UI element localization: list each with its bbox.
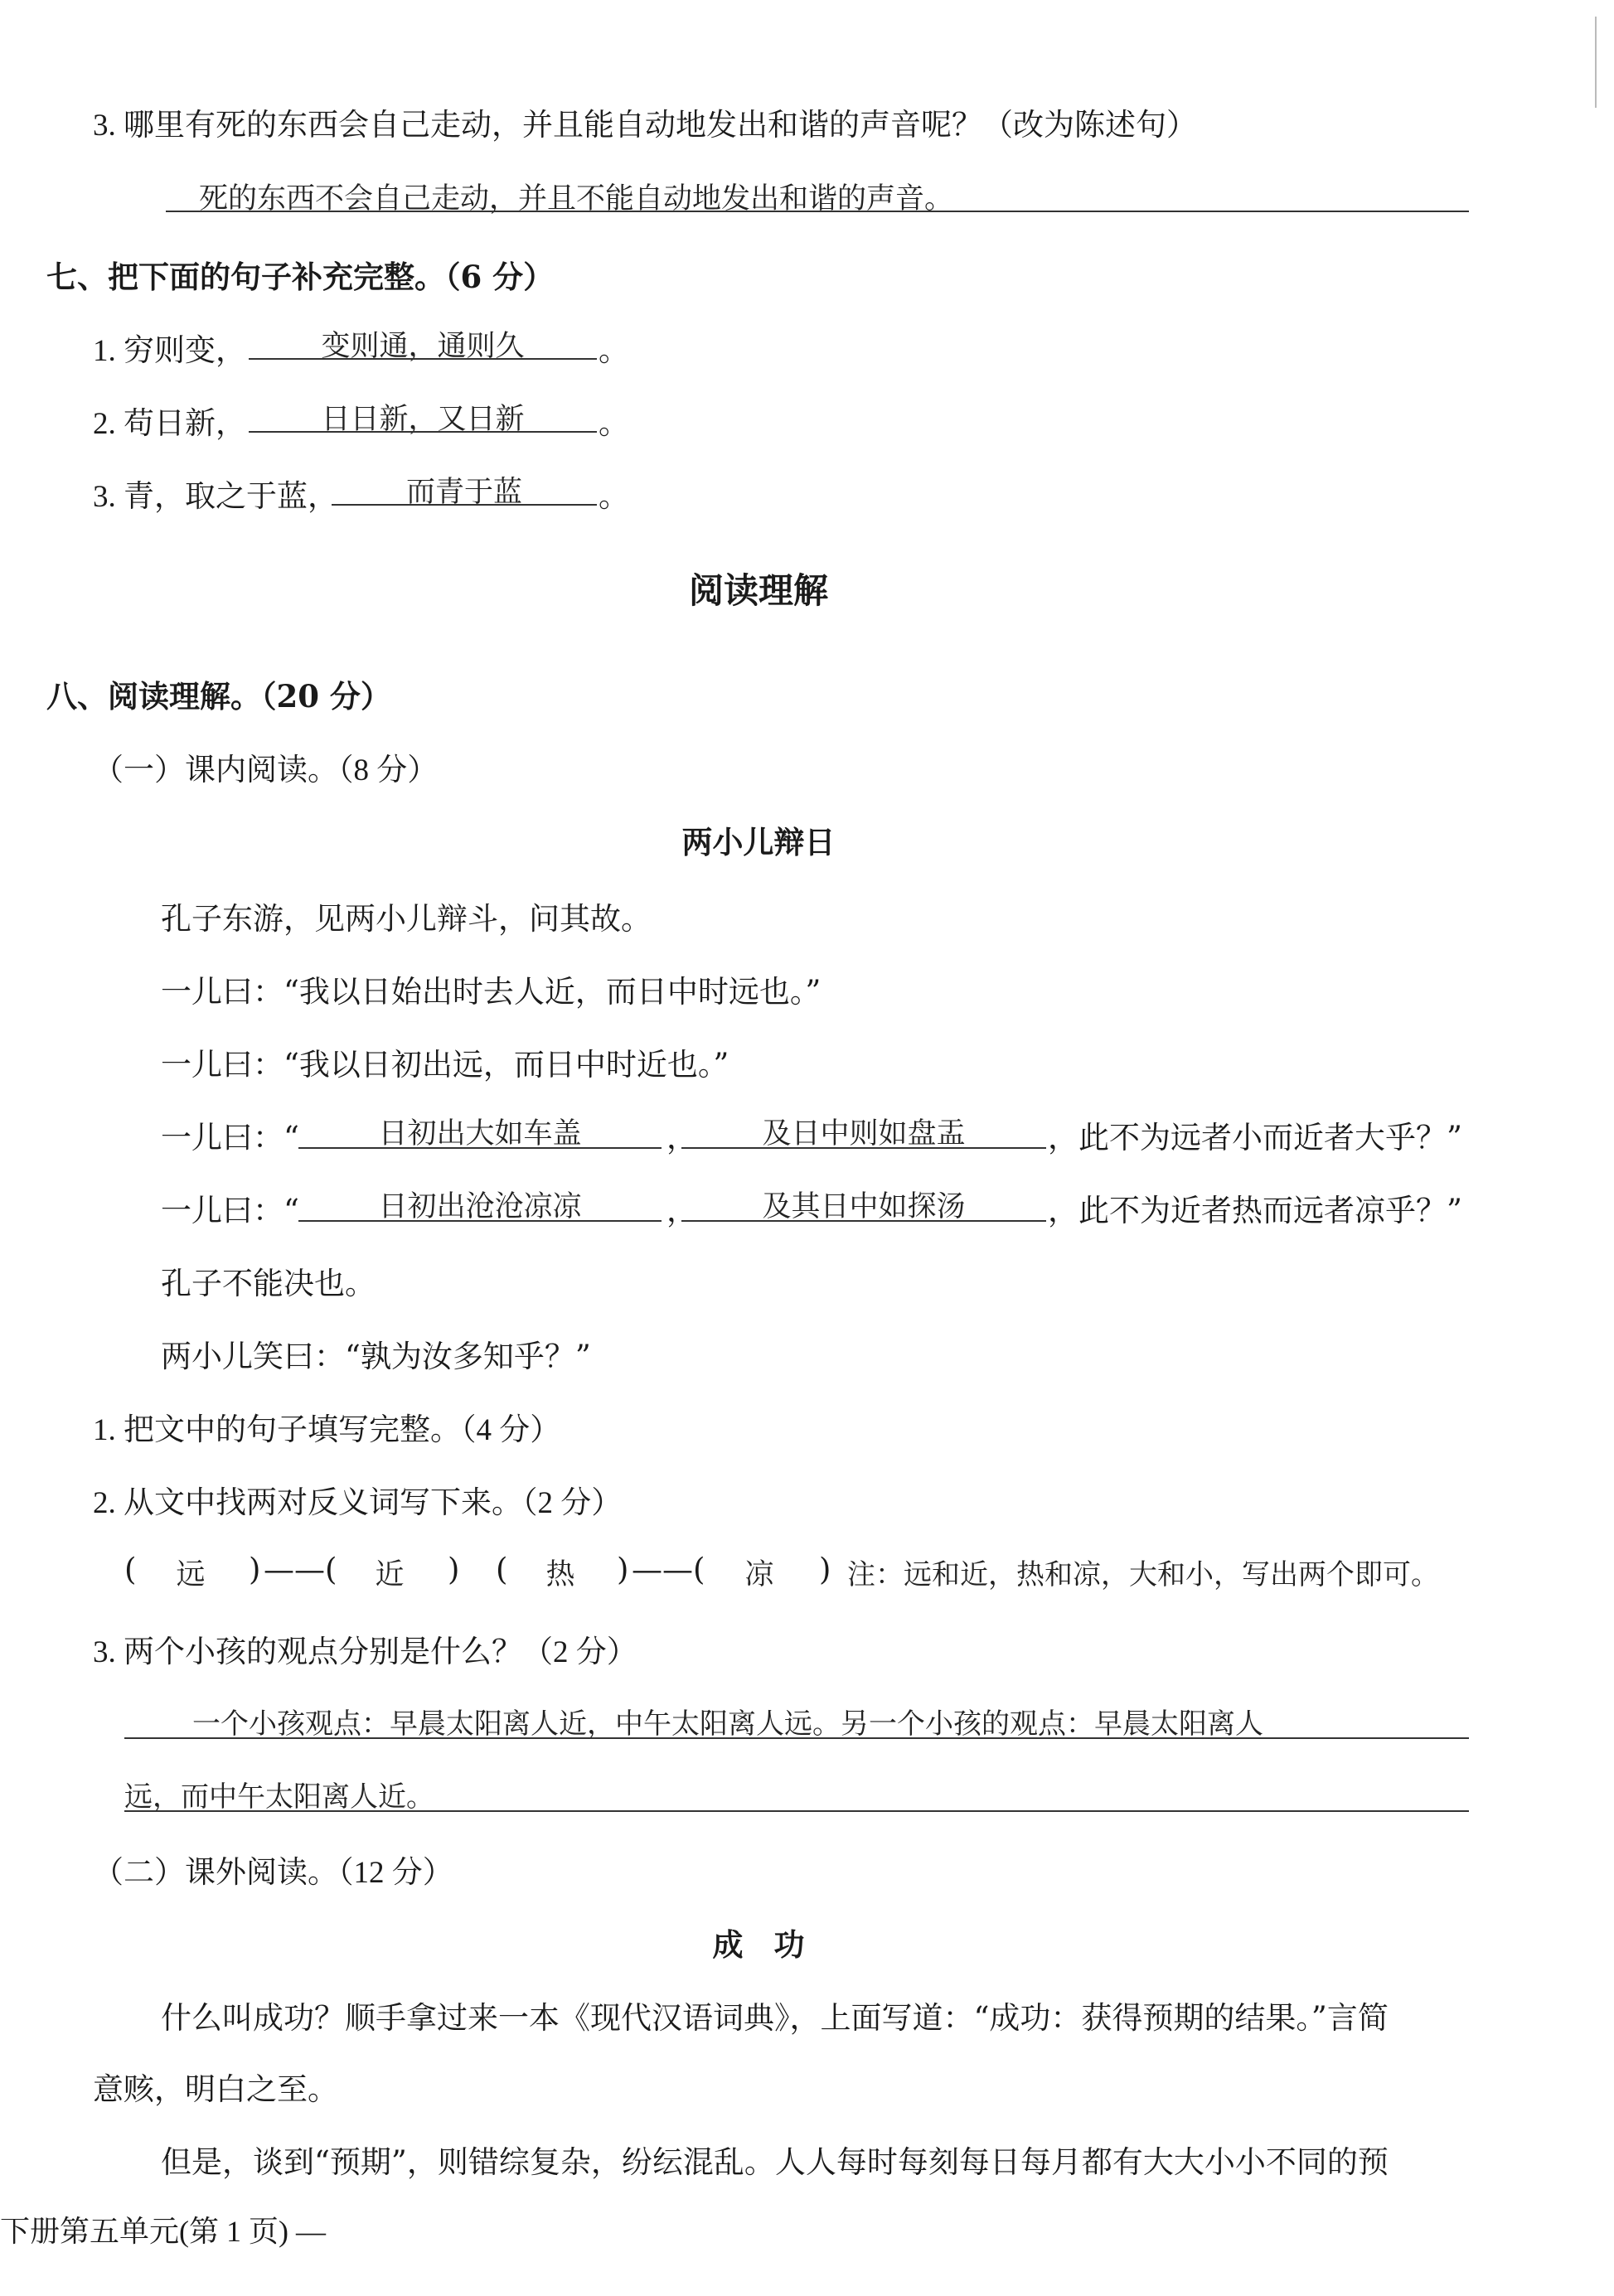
reading-heading: 阅读理解 [688,570,828,611]
answer-line [249,358,597,360]
paren-open: ( [693,1552,705,1587]
antonym-2[interactable]: 近 [375,1558,405,1591]
question-3-answer-line-2[interactable]: 远，而中午太阳离人近。 [124,1780,434,1814]
fill-mid: ， [666,1120,697,1155]
answer-line [681,1220,1046,1222]
page-footer: 下册第五单元(第 1 页) — [0,2215,326,2248]
answer-line [249,431,597,433]
part-1-question-2: 2. 从文中找两对反义词写下来。（2 分） [93,1486,623,1520]
answer-line [166,211,1469,212]
passage-1-line-3: 一儿曰：“我以日初出远，而日中时近也。” [161,1047,729,1083]
passage-1-line-1: 孔子东游，见两小儿辩斗，问其故。 [161,901,652,937]
item-answer[interactable]: 而青于蓝 [405,476,522,509]
fill-lead: 一儿曰：“ [161,1193,299,1228]
passage-1-line-4: 孔子不能决也。 [161,1266,376,1301]
question-3-answer-line-1[interactable]: 一个小孩观点：早晨太阳离人近，中午太阳离人远。另一个小孩的观点：早晨太阳离人 [192,1707,1263,1741]
antonym-1[interactable]: 远 [176,1558,206,1591]
answer-note: 注：远和近，热和凉，大和小，写出两个即可。 [847,1558,1439,1591]
page-edge-line [1595,17,1597,108]
fill-answer-2[interactable]: 及日中则如盘盂 [762,1117,966,1150]
passage-1-line-2: 一儿曰：“我以日始出时去人近，而日中时远也。” [161,974,822,1010]
paren-close: ) [448,1552,460,1587]
part-1-title: （一）课内阅读。（8 分） [93,753,439,787]
fill-tail: ，此不为近者热而远者凉乎？” [1048,1193,1462,1228]
item-suffix: 。 [599,334,629,368]
antonym-4[interactable]: 凉 [744,1558,774,1591]
item-prefix: 1. 穷则变， [93,334,246,368]
dash: —— [632,1552,693,1587]
answer-line [332,504,597,506]
paren-close: ) [819,1552,831,1587]
item-prefix: 3. 青，取之于蓝， [93,480,338,514]
fill-mid: ， [666,1193,697,1228]
answer-line [124,1810,1469,1812]
fill-answer-2[interactable]: 及其日中如探汤 [762,1190,966,1223]
item-answer[interactable]: 日日新，又日新 [321,403,525,436]
passage-2-title: 成 功 [712,1927,805,1963]
antonym-3[interactable]: 热 [545,1558,575,1591]
part-1-question-3: 3. 两个小孩的观点分别是什么？（2 分） [93,1635,637,1669]
paren-close: ) [617,1552,629,1587]
answer-line [298,1147,662,1149]
passage-2-para-2-line-1: 但是，谈到“预期”，则错综复杂，纷纭混乱。人人每时每刻每日每月都有大大小小不同的预 [161,2144,1389,2180]
item-suffix: 。 [599,407,629,441]
paren-open: ( [325,1552,337,1587]
passage-1-title: 两小儿辩日 [681,825,836,860]
passage-1-line-5: 两小儿笑曰：“孰为汝多知乎？” [161,1339,591,1374]
question-6-3-prompt: 3. 哪里有死的东西会自己走动，并且能自动地发出和谐的声音呢？（改为陈述句） [93,109,1197,143]
item-answer[interactable]: 变则通，通则久 [321,330,525,363]
passage-2-para-1-line-2: 意赅，明白之至。 [93,2071,338,2107]
part-2-title: （二）课外阅读。（12 分） [93,1856,453,1890]
passage-2-para-1-line-1: 什么叫成功？顺手拿过来一本《现代汉语词典》，上面写道：“成功：获得预期的结果。”言简 [161,2000,1389,2036]
section-7-title: 七、把下面的句子补充完整。（6 分） [46,259,555,295]
paren-open: ( [124,1552,137,1587]
part-1-question-1: 1. 把文中的句子填写完整。（4 分） [93,1413,561,1447]
dash: —— [264,1552,325,1587]
section-8-title: 八、阅读理解。（20 分） [46,678,391,714]
fill-answer-1[interactable]: 日初出大如车盖 [378,1117,582,1150]
question-6-3-answer[interactable]: 死的东西不会自己走动，并且不能自动地发出和谐的声音。 [199,182,954,216]
fill-tail: ，此不为远者小而近者大乎？” [1048,1120,1462,1155]
paren-open: ( [496,1552,508,1587]
fill-answer-1[interactable]: 日初出沧沧凉凉 [378,1190,582,1223]
fill-lead: 一儿曰：“ [161,1120,299,1155]
answer-line [124,1737,1469,1739]
answer-line [681,1147,1046,1149]
answer-line [298,1220,662,1222]
item-suffix: 。 [599,480,629,514]
item-prefix: 2. 苟日新， [93,407,246,441]
paren-close: ) [249,1552,261,1587]
